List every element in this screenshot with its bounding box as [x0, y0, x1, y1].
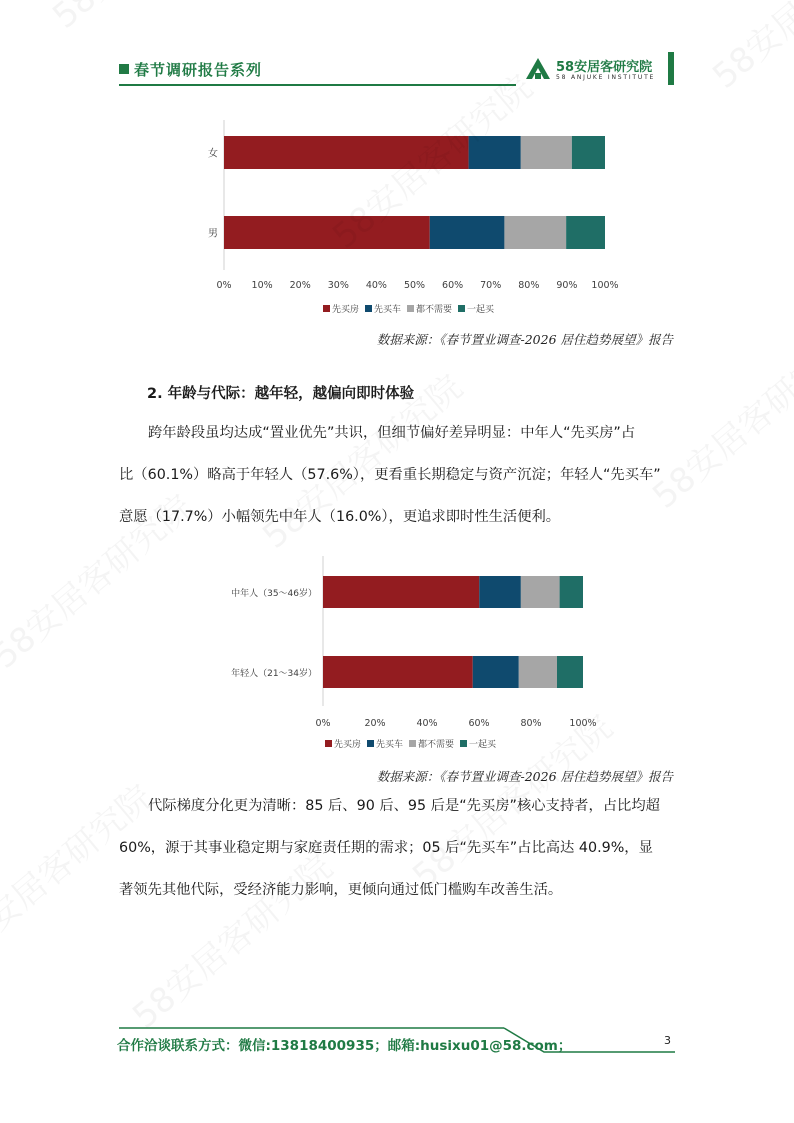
- x-tick-label: 30%: [327, 280, 349, 291]
- bar-segment-1: [479, 576, 521, 608]
- paragraph-line: 代际梯度分化更为清晰：85 后、90 后、95 后是“先买房”核心支持者，占比均超: [148, 798, 660, 814]
- bar-segment-0: [323, 576, 479, 608]
- bar-segment-2: [504, 216, 566, 249]
- x-tick-label: 20%: [289, 280, 311, 291]
- bar-segment-0: [224, 216, 430, 249]
- section-heading: 2. 年龄与代际：越年轻，越偏向即时体验: [147, 386, 415, 402]
- x-tick-label: 40%: [416, 718, 438, 729]
- x-tick-label: 100%: [591, 280, 619, 291]
- legend-label: 一起买: [469, 740, 497, 750]
- x-tick-label: 40%: [365, 280, 387, 291]
- bar-segment-0: [323, 656, 473, 688]
- legend-label: 先买车: [376, 740, 404, 750]
- bar-segment-3: [572, 136, 605, 169]
- bar-segment-3: [566, 216, 605, 249]
- legend-label: 先买房: [332, 305, 360, 315]
- x-tick-label: 60%: [442, 280, 464, 291]
- x-tick-label: 20%: [364, 718, 386, 729]
- legend-swatch: [460, 740, 467, 747]
- legend-swatch: [325, 740, 332, 747]
- category-label: 男: [208, 228, 218, 240]
- bar-segment-2: [521, 576, 560, 608]
- watermark-text: [40, 0, 261, 38]
- x-tick-label: 50%: [403, 280, 426, 291]
- gender-stacked-bar-chart: [180, 110, 640, 320]
- paragraph-age: [119, 412, 675, 538]
- header-divider: [119, 84, 516, 86]
- x-tick-label: 80%: [518, 280, 540, 291]
- legend-label: 先买车: [374, 305, 402, 315]
- category-label: 中年人（35～46岁）: [231, 589, 317, 599]
- x-tick-label: 60%: [468, 718, 490, 729]
- paragraph-line: 比（60.1%）略高于年轻人（57.6%），更看重长期稳定与资产沉淀；年轻人“先买车”: [119, 467, 661, 483]
- legend-swatch: [407, 305, 414, 312]
- x-tick-label: 100%: [569, 718, 597, 729]
- legend-label: 一起买: [467, 305, 495, 315]
- legend-swatch: [365, 305, 372, 312]
- bar-segment-0: [224, 136, 469, 169]
- x-tick-label: 70%: [480, 280, 502, 291]
- institute-subtitle: 58 ANJUKE INSTITUTE: [556, 74, 656, 81]
- x-tick-label: 0%: [216, 280, 232, 291]
- bar-segment-2: [521, 136, 572, 169]
- legend-label: 都不需要: [418, 740, 455, 750]
- legend-label: 先买房: [334, 740, 362, 750]
- paragraph-line: 60%，源于其事业稳定期与家庭责任期的需求；05 后“先买车”占比高达 40.9%，显: [119, 840, 653, 856]
- bar-segment-1: [473, 656, 519, 688]
- bar-segment-2: [519, 656, 557, 688]
- data-source-note-2: 数据来源：《春节置业调查-2026 居住趋势展望》报告: [376, 769, 673, 784]
- institute-name: 58安居客研究院: [556, 60, 653, 75]
- paragraph-line: 著领先其他代际，受经济能力影响，更倾向通过低门槛购车改善生活。: [119, 882, 563, 898]
- age-stacked-bar-chart: [190, 548, 630, 758]
- header-square-icon: [119, 64, 129, 74]
- report-series-title: 春节调研报告系列: [134, 61, 263, 79]
- watermark-text: [700, 0, 794, 98]
- x-tick-label: 10%: [251, 280, 273, 291]
- legend-swatch: [323, 305, 330, 312]
- category-label: 女: [208, 148, 218, 160]
- x-tick-label: 0%: [315, 718, 331, 729]
- anjuke-logo-icon: [524, 55, 552, 81]
- paragraph-line: 跨年龄段虽均达成“置业优先”共识，但细节偏好差异明显：中年人“先买房”占: [148, 425, 636, 441]
- x-tick-label: 80%: [520, 718, 542, 729]
- legend-swatch: [367, 740, 374, 747]
- x-tick-label: 90%: [556, 280, 578, 291]
- legend-swatch: [458, 305, 465, 312]
- data-source-note-1: 数据来源：《春节置业调查-2026 居住趋势展望》报告: [376, 332, 673, 347]
- bar-segment-3: [557, 656, 583, 688]
- paragraph-line: 意愿（17.7%）小幅领先中年人（16.0%），更追求即时性生活便利。: [119, 509, 561, 525]
- bar-segment-3: [560, 576, 583, 608]
- contact-info: 合作洽谈联系方式：微信:13818400935；邮箱:husixu01@58.com；: [117, 1038, 572, 1054]
- bar-segment-1: [469, 136, 521, 169]
- page-number: 3: [664, 1034, 671, 1047]
- header-accent-bar: [668, 52, 674, 85]
- paragraph-generation: [119, 785, 675, 911]
- bar-segment-1: [430, 216, 505, 249]
- category-label: 年轻人（21～34岁）: [231, 669, 317, 679]
- legend-swatch: [409, 740, 416, 747]
- legend-label: 都不需要: [416, 305, 453, 315]
